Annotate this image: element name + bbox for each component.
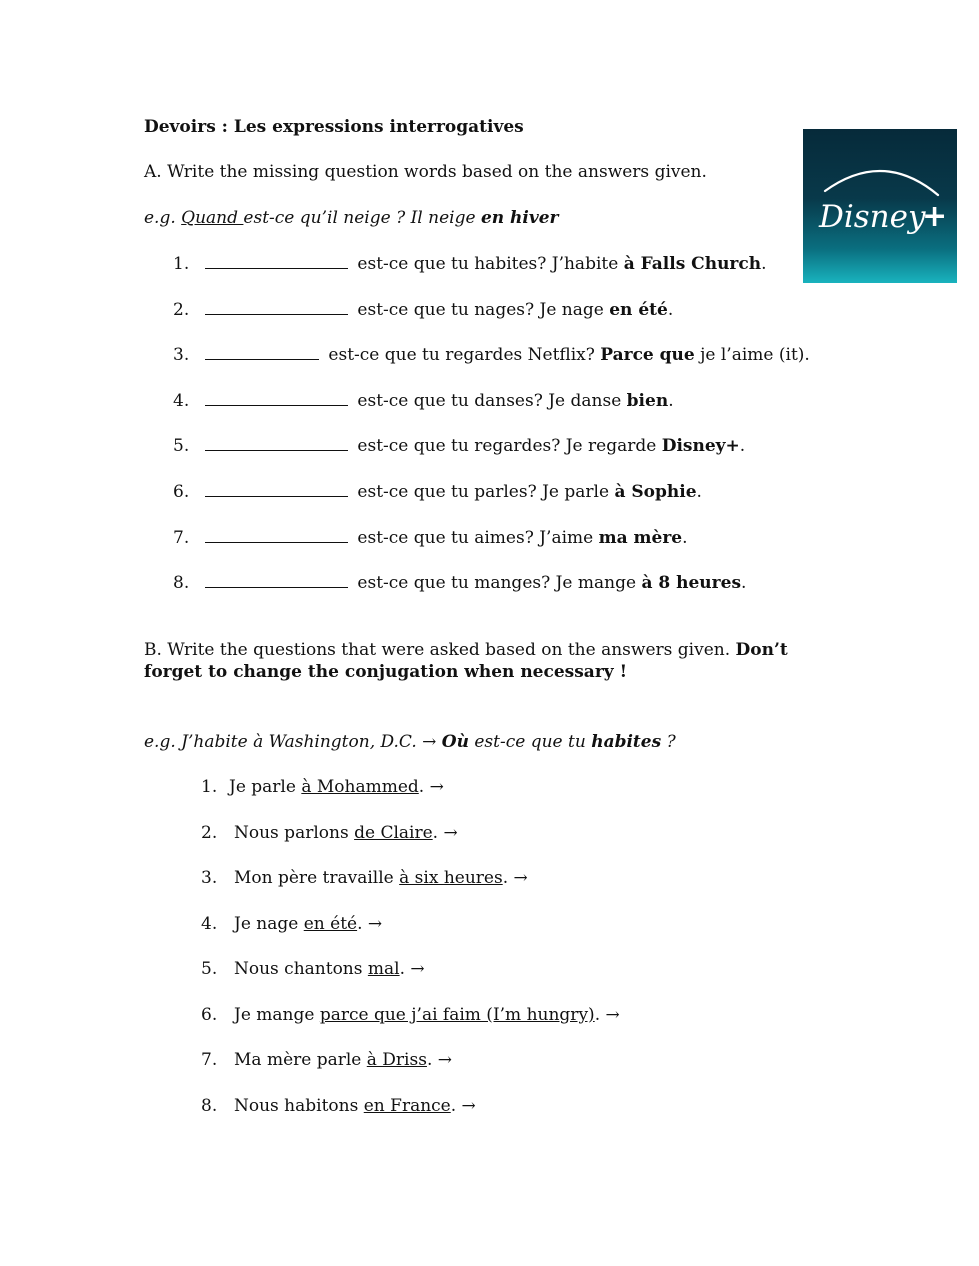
question-b-item: [201, 1049, 452, 1071]
question-text: est-ce que tu manges? Je mange: [352, 573, 642, 593]
item-number: 3.: [173, 345, 190, 365]
question-end: .: [696, 482, 702, 502]
question-end: je l’aime (it).: [694, 345, 810, 365]
question-text: est-ce que tu nages? Je nage: [352, 300, 610, 320]
arrow-text: . →: [594, 1005, 620, 1025]
underlined-answer: en France: [363, 1096, 451, 1116]
item-number: 5.: [173, 436, 190, 456]
example-prefix: e.g.: [144, 208, 182, 228]
question-text: est-ce que tu parles? Je parle: [352, 482, 615, 502]
example-b-question-word: Où: [441, 732, 469, 752]
item-number: 7.: [173, 528, 190, 548]
question-b-item: [201, 913, 382, 935]
question-b-item: [201, 776, 444, 798]
question-b-item: [201, 822, 458, 844]
arrow-text: . →: [426, 1050, 453, 1070]
arrow-text: . →: [418, 777, 444, 797]
question-end: .: [682, 528, 688, 548]
item-number: 8.: [173, 573, 190, 593]
section-a-instruction: A. Write the missing question words based on the answers given.: [144, 162, 707, 182]
item-number: 1.: [173, 254, 190, 274]
item-number: 4.: [173, 391, 190, 411]
item-number: 7.: [201, 1050, 218, 1070]
answer-blank[interactable]: [205, 434, 348, 451]
underlined-answer: à Mohammed: [301, 777, 419, 797]
question-a-item: [173, 298, 673, 321]
item-number: 8.: [201, 1096, 218, 1116]
answer-bold: bien: [626, 391, 669, 411]
section-b-instruction-text: B. Write the questions that were asked based on the answers given.: [144, 640, 736, 660]
question-end: .: [741, 573, 747, 593]
question-end: .: [739, 436, 746, 456]
answer-bold: à Falls Church: [623, 254, 762, 274]
arrow-text: . →: [502, 868, 528, 888]
question-a-item: [173, 480, 702, 503]
section-a-example: [144, 207, 559, 229]
arrow-text: . →: [399, 959, 425, 979]
question-b-item: [201, 867, 528, 889]
underlined-answer: de Claire: [354, 823, 433, 843]
answer-bold: Parce que: [600, 345, 695, 365]
question-b-item: [201, 1095, 476, 1117]
item-number: 4.: [201, 914, 218, 934]
page-title: Devoirs : Les expressions interrogatives: [144, 117, 524, 137]
answer-text: Je nage: [234, 914, 304, 934]
answer-blank[interactable]: [205, 389, 348, 406]
question-end: .: [761, 254, 767, 274]
answer-bold: à Sophie: [614, 482, 697, 502]
underlined-answer: à Driss: [366, 1050, 427, 1070]
question-a-item: [173, 526, 688, 549]
arrow-text: . →: [450, 1096, 476, 1116]
disney-plus-logo-icon: [803, 129, 957, 283]
example-b-end: ?: [661, 732, 676, 752]
underlined-answer: en été: [303, 914, 358, 934]
item-number: 2.: [173, 300, 190, 320]
answer-text: Nous chantons: [234, 959, 368, 979]
item-number: 5.: [201, 959, 218, 979]
underlined-answer: parce que j’ai faim (I’m hungry): [319, 1005, 595, 1025]
section-b-example: [144, 731, 676, 753]
answer-blank[interactable]: [205, 480, 348, 497]
example-b-middle: est-ce que tu: [468, 732, 592, 752]
answer-text: Mon père travaille: [234, 868, 400, 888]
question-text: est-ce que tu regardes Netflix?: [323, 345, 601, 365]
answer-text: Je mange: [234, 1005, 320, 1025]
item-number: 3.: [201, 868, 218, 888]
section-b-instruction: [144, 639, 834, 683]
example-b-prefix: e.g. J’habite à Washington, D.C. →: [144, 732, 442, 752]
example-b-verb: habites: [591, 732, 662, 752]
example-answer: en hiver: [480, 208, 559, 228]
answer-bold: Disney+: [661, 436, 740, 456]
disney-plus-logo: [803, 129, 957, 283]
answer-blank[interactable]: [205, 343, 319, 360]
question-text: est-ce que tu aimes? J’aime: [352, 528, 599, 548]
answer-bold: ma mère: [598, 528, 683, 548]
arrow-text: . →: [357, 914, 383, 934]
answer-text: Je parle: [229, 777, 302, 797]
question-a-item: [173, 434, 745, 457]
logo-wordmark: Disney: [819, 199, 926, 235]
section-b-instruction-bold: Don’t forget to change the conjugation when necessary !: [144, 640, 788, 682]
question-a-item: [173, 343, 810, 366]
answer-text: Ma mère parle: [234, 1050, 367, 1070]
answer-blank[interactable]: [205, 298, 348, 315]
example-middle: est-ce qu’il neige ? Il neige: [243, 208, 481, 228]
item-number: 1.: [201, 777, 218, 797]
question-text: est-ce que tu habites? J’habite: [352, 254, 624, 274]
item-number: 6.: [173, 482, 190, 502]
answer-text: Nous habitons: [234, 1096, 364, 1116]
question-text: est-ce que tu regardes? Je regarde: [352, 436, 662, 456]
question-a-item: [173, 252, 767, 275]
answer-blank[interactable]: [205, 571, 348, 588]
question-end: .: [668, 391, 674, 411]
question-a-item: [173, 389, 674, 412]
arrow-text: . →: [432, 823, 458, 843]
logo-plus: +: [922, 199, 948, 234]
answer-blank[interactable]: [205, 526, 348, 543]
answer-blank[interactable]: [205, 252, 348, 269]
question-a-item: [173, 571, 746, 594]
answer-text: Nous parlons: [234, 823, 355, 843]
question-b-item: [201, 958, 425, 980]
question-text: est-ce que tu danses? Je danse: [352, 391, 627, 411]
item-number: 2.: [201, 823, 218, 843]
item-number: 6.: [201, 1005, 218, 1025]
answer-bold: à 8 heures: [641, 573, 742, 593]
example-question-word: Quand: [181, 208, 244, 228]
question-b-item: [201, 1004, 620, 1026]
underlined-answer: à six heures: [399, 868, 503, 888]
answer-bold: en été: [609, 300, 668, 320]
underlined-answer: mal: [367, 959, 400, 979]
question-end: .: [667, 300, 674, 320]
